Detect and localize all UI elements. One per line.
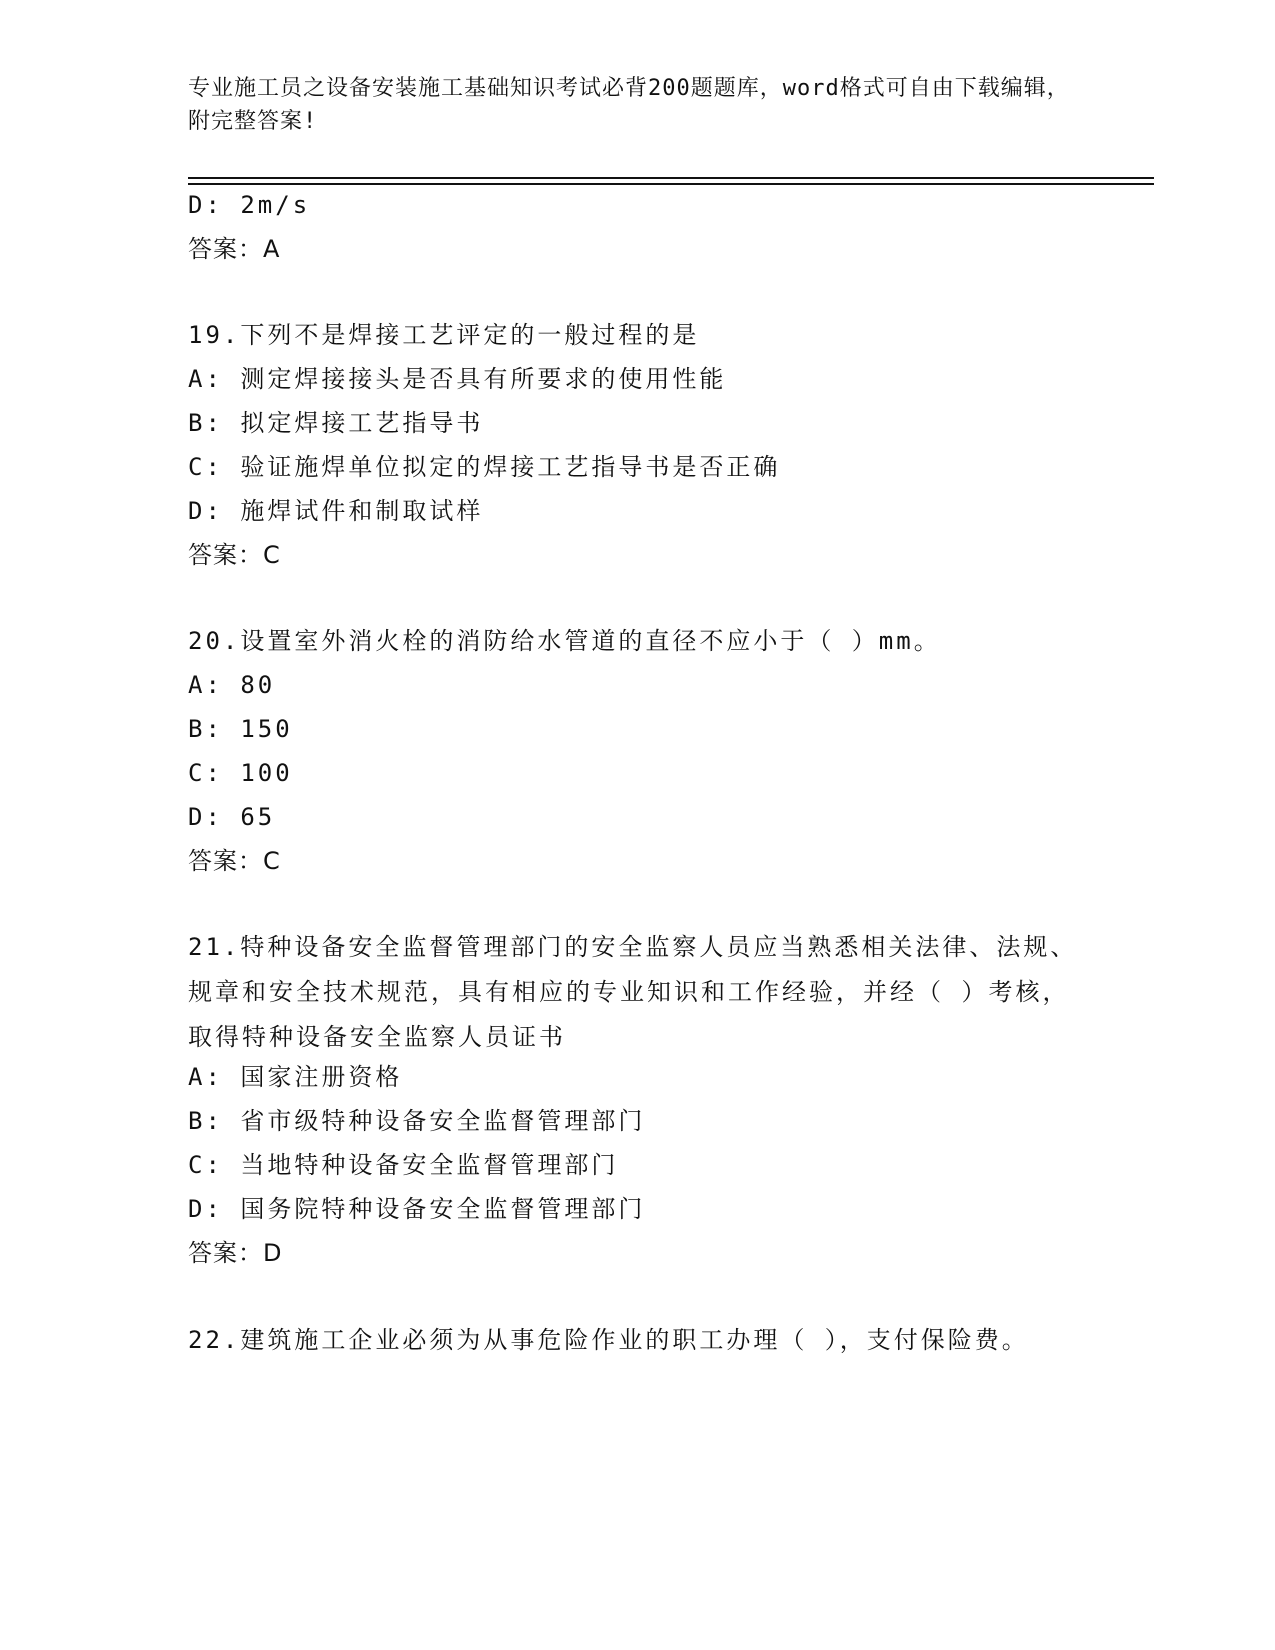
- q21-stem: 21.特种设备安全监督管理部门的安全监察人员应当熟悉相关法律、法规、规章和安全技术规范，具有相应的专业知识和工作经验，并经（ ）考核，取得特种设备安全监察人员证书: [188, 933, 1078, 1051]
- prev-option-d: D: 2m/s: [188, 191, 311, 219]
- q20-option-d: D: 65: [188, 803, 276, 831]
- q21-answer: 答案：D: [188, 1239, 283, 1267]
- q21-option-c: C: 当地特种设备安全监督管理部门: [188, 1151, 619, 1179]
- header-divider-bottom: [188, 183, 1154, 185]
- prev-answer: 答案：A: [188, 235, 281, 263]
- q19-stem: 19.下列不是焊接工艺评定的一般过程的是: [188, 321, 700, 349]
- q19-answer: 答案：C: [188, 541, 281, 569]
- q20-option-b: B: 150: [188, 715, 293, 743]
- q19-option-b: B: 拟定焊接工艺指导书: [188, 409, 484, 437]
- q21-option-d: D: 国务院特种设备安全监督管理部门: [188, 1195, 646, 1223]
- q21-option-a: A: 国家注册资格: [188, 1063, 403, 1091]
- q20-answer: 答案：C: [188, 847, 281, 875]
- q20-option-a: A: 80: [188, 671, 276, 699]
- q19-option-d: D: 施焊试件和制取试样: [188, 497, 484, 525]
- q19-option-c: C: 验证施焊单位拟定的焊接工艺指导书是否正确: [188, 453, 781, 481]
- q19-option-a: A: 测定焊接接头是否具有所要求的使用性能: [188, 365, 727, 393]
- q22-stem: 22.建筑施工企业必须为从事危险作业的职工办理（ ），支付保险费。: [188, 1326, 1029, 1354]
- q21-option-b: B: 省市级特种设备安全监督管理部门: [188, 1107, 646, 1135]
- q20-stem: 20.设置室外消火栓的消防给水管道的直径不应小于（ ）mm。: [188, 627, 941, 655]
- q20-option-c: C: 100: [188, 759, 293, 787]
- document-header: 专业施工员之设备安装施工基础知识考试必背200题题库，word格式可自由下载编辑，附完整答案!: [188, 76, 1070, 134]
- header-divider-top: [188, 177, 1154, 179]
